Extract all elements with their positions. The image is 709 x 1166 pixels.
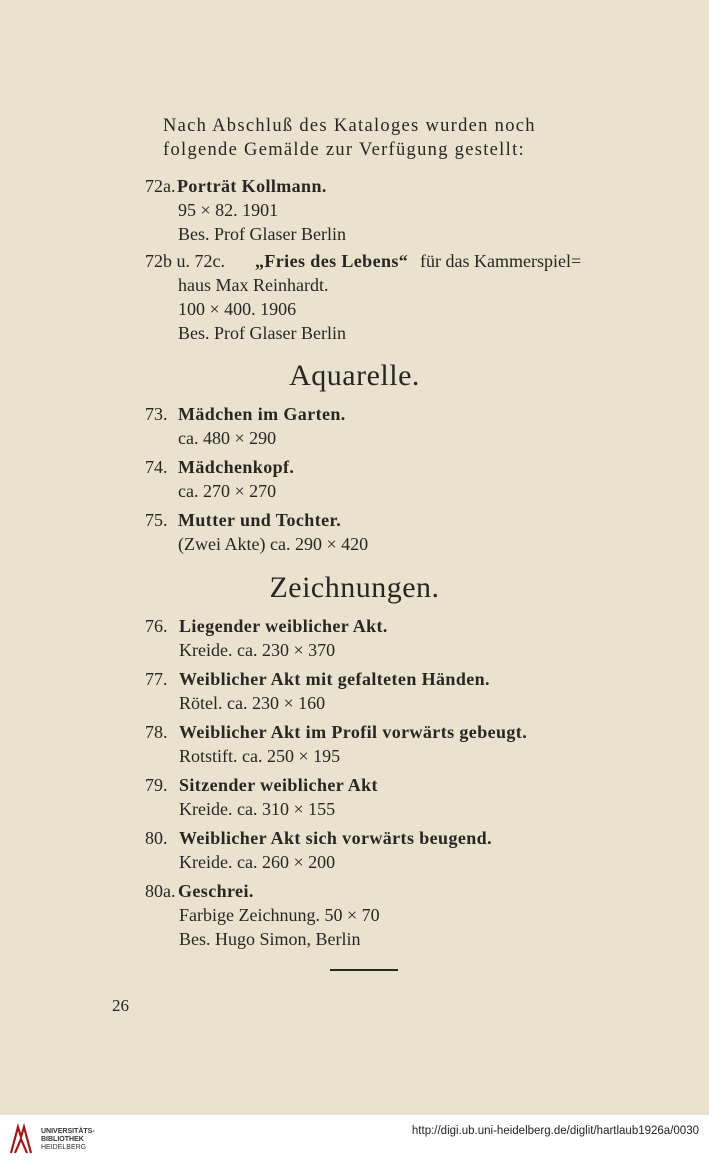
- entry-owner: Bes. Prof Glaser Berlin: [178, 323, 346, 343]
- entry-title: Mädchenkopf.: [178, 457, 295, 477]
- entry-title: Weiblicher Akt sich vorwärts beugend.: [179, 828, 492, 848]
- section-heading-aquarelle: Aquarelle.: [289, 359, 420, 392]
- entry-detail: Farbige Zeichnung. 50 × 70: [179, 905, 380, 925]
- entry-number: 80.: [145, 828, 168, 848]
- entry-detail: haus Max Reinhardt.: [178, 275, 329, 295]
- entry-detail: (Zwei Akte) ca. 290 × 420: [178, 534, 369, 554]
- intro-line-2: folgende Gemälde zur Verfügung gestellt:: [163, 140, 525, 160]
- entry-detail: Rötel. ca. 230 × 160: [179, 693, 326, 713]
- entry-title: Liegender weiblicher Akt.: [179, 616, 388, 636]
- entry-title: Geschrei.: [178, 881, 254, 901]
- permalink-url[interactable]: http://digi.ub.uni-heidelberg.de/diglit/hartlaub1926a/0030: [411, 1125, 699, 1137]
- entry-detail: ca. 270 × 270: [178, 481, 277, 501]
- entry-number: 80a.: [145, 881, 176, 901]
- entry-number: 76.: [145, 616, 168, 636]
- library-logo-icon: [8, 1123, 34, 1157]
- entry-title: „Fries des Lebens“: [255, 251, 409, 271]
- entry-detail: 95 × 82. 1901: [178, 200, 279, 220]
- entry-owner: Bes. Hugo Simon, Berlin: [179, 929, 361, 949]
- entry-detail: Kreide. ca. 310 × 155: [179, 799, 336, 819]
- entry-title: Sitzender weiblicher Akt: [179, 775, 378, 795]
- entry-number: 77.: [145, 669, 168, 689]
- end-rule: [330, 969, 398, 971]
- library-name-line: HEIDELBERG: [41, 1144, 87, 1151]
- entry-title: Weiblicher Akt mit gefalteten Händen.: [179, 669, 490, 689]
- library-name-line: BIBLIOTHEK: [41, 1136, 84, 1143]
- entry-number: 75.: [145, 510, 168, 530]
- entry-number: 72b u. 72c.: [145, 251, 225, 271]
- page-number: 26: [112, 996, 129, 1015]
- entry-title: Mutter und Tochter.: [178, 510, 342, 530]
- entry-detail: Rotstift. ca. 250 × 195: [179, 746, 341, 766]
- entry-owner: Bes. Prof Glaser Berlin: [178, 224, 346, 244]
- entry-title: Porträt Kollmann.: [177, 176, 327, 196]
- library-name: [41, 1128, 95, 1152]
- entry-detail: 100 × 400. 1906: [178, 299, 297, 319]
- intro-line-1: Nach Abschluß des Kataloges wurden noch: [163, 116, 536, 136]
- entry-detail: Kreide. ca. 260 × 200: [179, 852, 336, 872]
- entry-title: Weiblicher Akt im Profil vorwärts gebeugt.: [179, 722, 528, 742]
- entry-detail: Kreide. ca. 230 × 370: [179, 640, 336, 660]
- section-heading-zeichnungen: Zeichnungen.: [269, 571, 440, 604]
- entry-title-suffix: für das Kammerspiel=: [420, 251, 582, 271]
- entry-number: 79.: [145, 775, 168, 795]
- entry-detail: ca. 480 × 290: [178, 428, 277, 448]
- library-name-line: UNIVERSITÄTS-: [41, 1128, 95, 1135]
- viewer-footer: [0, 1115, 709, 1166]
- entry-number: 72a.: [145, 176, 176, 196]
- entry-title: Mädchen im Garten.: [178, 404, 346, 424]
- entry-number: 73.: [145, 404, 168, 424]
- entry-number: 78.: [145, 722, 168, 742]
- entry-number: 74.: [145, 457, 168, 477]
